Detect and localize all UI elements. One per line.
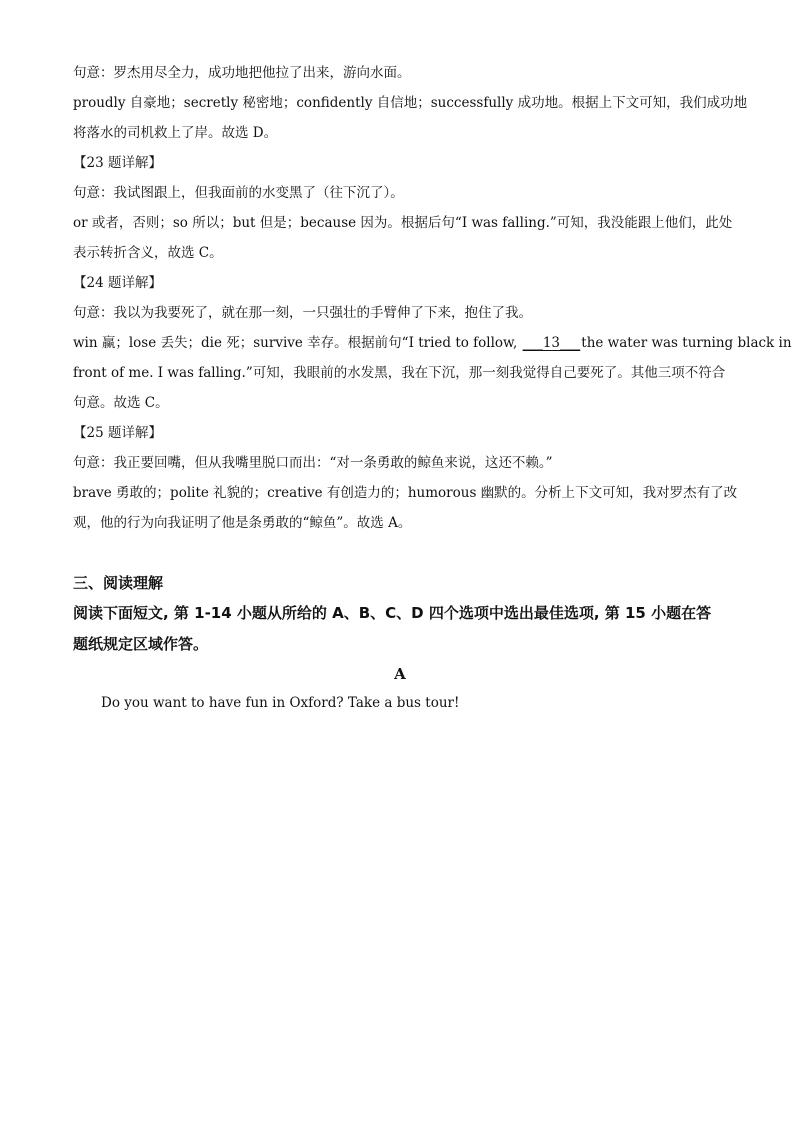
passage-label: A (394, 665, 406, 683)
q24-analysis-line-2: front of me. I was falling.”可知，我眼前的水发黑，我在下沉，那一刻我觉得自己要死了。其他三项不符合 (73, 365, 726, 381)
q23-analysis-line-2: 表示转折含义，故选 C。 (73, 245, 223, 261)
q23-meaning: 句意：我试图跟上，但我面前的水变黑了（往下沉了）。 (73, 185, 404, 201)
passage-first-line: Do you want to have fun in Oxford? Take a bus tour! (101, 695, 460, 711)
q22-meaning: 句意：罗杰用尽全力，成功地把他拉了出来，游向水面。 (73, 65, 411, 81)
section-instructions-line-2: 题纸规定区域作答。 (73, 635, 209, 653)
q24-analysis-line-1-start: win 赢；lose 丢失；die 死；survive 幸存。根据前句“I tried to follow, (73, 335, 522, 351)
section-instructions-line-1: 阅读下面短文, 第 1-14 小题从所给的 A、B、C、D 四个选项中选出最佳选项, 第 15 小题在答 (73, 604, 712, 622)
q23-header: 【23 题详解】 (73, 155, 162, 171)
q24-analysis-line-1 (73, 334, 792, 352)
q24-meaning: 句意：我以为我要死了，就在那一刻，一只强壮的手臂伸了下来，抱住了我。 (73, 305, 532, 321)
q24-header: 【24 题详解】 (73, 275, 162, 291)
q25-header: 【25 题详解】 (73, 425, 162, 441)
q24-analysis-line-1-end: the water was turning black in (581, 335, 792, 351)
q23-analysis-line-1: or 或者，否则；so 所以；but 但是；because 因为。根据后句“I was falling.”可知，我没能跟上他们，此处 (73, 215, 733, 231)
q25-meaning: 句意：我正要回嘴，但从我嘴里脱口而出：“对一条勇敢的鲸鱼来说，这还不赖。” (73, 455, 553, 471)
q22-analysis-line-1: proudly 自豪地；secretly 秘密地；confidently 自信地；successfully 成功地。根据上下文可知，我们成功地 (73, 95, 748, 111)
q25-analysis-line-1: brave 勇敢的；polite 礼貌的；creative 有创造力的；humorous 幽默的。分析上下文可知，我对罗杰有了改 (73, 485, 738, 501)
section-title: 三、阅读理解 (73, 574, 164, 592)
q25-analysis-line-2: 观，他的行为向我证明了他是条勇敢的“鲸鱼”。故选 A。 (73, 515, 412, 531)
q24-analysis-line-3: 句意。故选 C。 (73, 395, 169, 411)
q22-analysis-line-2: 将落水的司机救上了岸。故选 D。 (73, 125, 278, 141)
q24-blank: ___13___ (522, 335, 581, 351)
